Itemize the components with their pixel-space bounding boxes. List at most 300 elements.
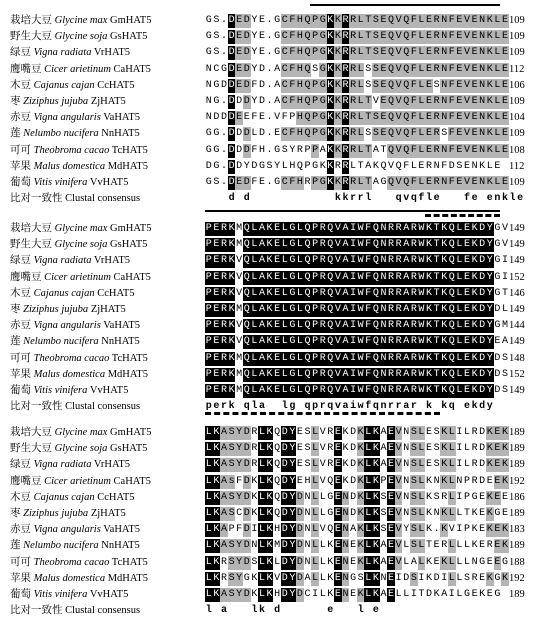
species-latin-name: Malus domestica — [33, 160, 106, 172]
residue: T — [433, 385, 440, 396]
residue: L — [494, 47, 501, 59]
species-latin-name: Vigna angularis — [33, 320, 101, 332]
residue: E — [463, 385, 470, 396]
residue: Q — [327, 239, 334, 251]
species-latin-name: Vigna angularis — [33, 112, 101, 124]
residue: D — [296, 572, 303, 584]
residue: K — [357, 459, 364, 471]
species-latin-name: Cajanus cajan — [33, 491, 95, 503]
residue: V — [395, 508, 402, 519]
residue: Q — [304, 385, 311, 396]
residue: E — [501, 47, 508, 59]
residue: E — [456, 47, 463, 59]
consensus-row — [0, 192, 540, 206]
residue: F — [365, 385, 372, 396]
residue: Y — [486, 255, 493, 267]
residue: Y — [486, 352, 493, 364]
residue: D — [479, 352, 486, 364]
residue: E — [463, 304, 470, 315]
residue: R — [433, 15, 440, 26]
residue: E — [426, 443, 433, 455]
residue: D — [220, 79, 227, 91]
residue: E — [471, 177, 478, 188]
residue: K — [228, 255, 235, 267]
species-latin-name: Ziziphus jujuba — [23, 508, 89, 519]
gene-code: CcHAT5 — [97, 287, 135, 299]
consensus-residue: d — [274, 605, 281, 617]
residue: K — [372, 427, 379, 438]
residue: E — [471, 63, 478, 75]
alignment-row — [0, 95, 540, 109]
species-label — [10, 588, 128, 602]
residue: C — [281, 63, 288, 75]
residue: N — [441, 177, 448, 188]
residue: D — [281, 508, 288, 519]
residue: D — [296, 491, 303, 503]
residue: E — [213, 287, 220, 299]
residue: K — [334, 112, 341, 124]
species-latin-name: Theobroma cacao — [33, 352, 110, 364]
residue: Q — [327, 223, 334, 234]
residue: R — [251, 427, 258, 438]
residue: V — [319, 475, 326, 487]
residue: W — [418, 320, 425, 332]
residue: K — [266, 368, 273, 380]
residue: P — [312, 320, 319, 332]
species-chinese-name: 赤豆 — [10, 524, 31, 536]
residue: E — [350, 556, 357, 568]
residue: W — [357, 320, 364, 332]
residue: E — [334, 572, 341, 584]
residue: G — [494, 572, 501, 584]
residue: K — [426, 508, 433, 519]
residue: E — [463, 255, 470, 267]
residue: D — [243, 31, 250, 43]
residue: D — [228, 128, 235, 140]
residue: V — [395, 427, 402, 438]
residue: N — [441, 63, 448, 75]
residue-position: 189 — [509, 459, 525, 471]
residue: D — [243, 540, 250, 552]
residue: K — [228, 320, 235, 332]
residue: K — [441, 352, 448, 364]
residue: F — [289, 96, 296, 107]
residue: Y — [289, 443, 296, 455]
residue: K — [251, 491, 258, 503]
residue: G — [205, 177, 212, 188]
residue: R — [486, 540, 493, 552]
residue: K — [426, 287, 433, 299]
species-label — [10, 176, 128, 190]
residue: E — [471, 112, 478, 124]
residue: A — [380, 540, 387, 552]
residue: D — [281, 556, 288, 568]
residue: L — [410, 160, 417, 172]
residue: R — [350, 128, 357, 140]
alignment-row — [0, 426, 540, 440]
species-latin-name: Cajanus cajan — [33, 79, 95, 91]
residue: V — [395, 540, 402, 552]
residue: R — [220, 287, 227, 299]
residue: Y — [289, 508, 296, 519]
residue: D — [479, 271, 486, 283]
residue: D — [281, 589, 288, 600]
residue: D — [479, 255, 486, 267]
residue: S — [213, 31, 220, 43]
residue: Q — [403, 63, 410, 75]
consensus-residue: k — [426, 401, 433, 413]
residue: A — [258, 352, 265, 364]
residue: C — [213, 63, 220, 75]
residue: A — [258, 368, 265, 380]
consensus-label-cn: 比对一致性 — [10, 605, 63, 617]
residue: W — [357, 336, 364, 348]
residue: E — [463, 352, 470, 364]
residue-position: 192 — [509, 475, 525, 487]
residue: P — [312, 352, 319, 364]
residue: L — [448, 491, 455, 503]
residue: I — [251, 524, 258, 536]
residue: V — [334, 255, 341, 267]
residue-position: 148 — [509, 352, 525, 364]
sequence — [205, 335, 508, 349]
consensus-residue — [289, 604, 297, 618]
residue: Q — [243, 320, 250, 332]
residue: R — [433, 47, 440, 59]
residue: L — [281, 255, 288, 267]
residue: I — [441, 572, 448, 584]
residue: M — [236, 368, 243, 380]
residue: S — [365, 128, 372, 140]
residue: L — [312, 524, 319, 536]
residue: L — [258, 508, 265, 519]
residue: D — [479, 287, 486, 299]
residue: Q — [372, 368, 379, 380]
residue: R — [220, 368, 227, 380]
residue: L — [365, 459, 372, 471]
residue: . — [266, 112, 273, 124]
species-latin-name: Cajanus cajan — [33, 287, 95, 299]
residue: V — [274, 112, 281, 124]
residue: F — [251, 177, 258, 188]
species-label — [10, 127, 140, 141]
residue: L — [281, 223, 288, 234]
residue: L — [296, 255, 303, 267]
residue: L — [418, 443, 425, 455]
consensus-residue: e — [433, 193, 440, 205]
residue: D — [243, 128, 250, 140]
consensus-residue: k — [334, 193, 341, 205]
residue: R — [220, 255, 227, 267]
residue: K — [327, 15, 334, 26]
residue: V — [501, 223, 508, 234]
domain-solid-line — [310, 4, 500, 6]
residue: G — [289, 239, 296, 251]
residue: D — [243, 427, 250, 438]
residue: R — [395, 385, 402, 396]
residue: G — [319, 31, 326, 43]
residue: K — [471, 304, 478, 315]
residue: K — [372, 160, 379, 172]
residue: L — [357, 31, 364, 43]
consensus-residue: d — [243, 193, 250, 205]
consensus-residue: w — [357, 401, 364, 413]
residue: E — [494, 556, 501, 568]
residue: Q — [327, 304, 334, 315]
residue: D — [228, 79, 235, 91]
residue: N — [380, 304, 387, 315]
residue: A — [220, 540, 227, 552]
residue: K — [334, 96, 341, 107]
residue: L — [251, 239, 258, 251]
residue: D — [258, 128, 265, 140]
residue: L — [463, 556, 470, 568]
consensus-residue: g — [289, 401, 296, 413]
residue: A — [258, 320, 265, 332]
residue: A — [342, 271, 349, 283]
alignment-row — [0, 335, 540, 349]
residue: L — [281, 239, 288, 251]
residue: G — [494, 589, 501, 600]
residue: L — [319, 508, 326, 519]
residue: D — [243, 96, 250, 107]
residue: E — [456, 15, 463, 26]
alignment-row — [0, 79, 540, 93]
alignment-row — [0, 588, 540, 602]
residue: N — [304, 556, 311, 568]
residue: Y — [236, 572, 243, 584]
residue: G — [501, 556, 508, 568]
species-label — [10, 30, 147, 44]
residue: G — [319, 96, 326, 107]
residue: Q — [327, 255, 334, 267]
residue: F — [289, 128, 296, 140]
sequence — [205, 160, 501, 174]
consensus-residue: p — [205, 401, 212, 413]
residue: D — [205, 160, 212, 172]
residue: D — [258, 79, 265, 91]
gene-code: TcHAT5 — [111, 352, 148, 364]
residue: Q — [403, 144, 410, 156]
residue: I — [312, 589, 319, 600]
residue: F — [289, 47, 296, 59]
consensus-residue — [311, 604, 319, 618]
residue: F — [365, 320, 372, 332]
residue: L — [486, 160, 493, 172]
residue: E — [388, 572, 395, 584]
residue: K — [251, 572, 258, 584]
residue: D — [228, 112, 235, 124]
species-label — [10, 475, 151, 489]
sequence — [205, 271, 508, 285]
consensus-residue — [296, 604, 304, 618]
residue: E — [334, 491, 341, 503]
residue: V — [334, 352, 341, 364]
residue: E — [501, 491, 508, 503]
residue: D — [448, 160, 455, 172]
gene-code: MdHAT5 — [107, 368, 148, 380]
residue: S — [380, 491, 387, 503]
residue: A — [220, 475, 227, 487]
residue: Q — [388, 79, 395, 91]
residue: A — [220, 491, 227, 503]
residue: Y — [251, 96, 258, 107]
residue: E — [236, 79, 243, 91]
residue: Y — [251, 31, 258, 43]
residue-position: 149 — [509, 336, 525, 348]
residue: K — [433, 589, 440, 600]
residue: E — [243, 112, 250, 124]
consensus-residue: l — [251, 605, 258, 617]
species-latin-name: Cicer arietinum — [44, 271, 111, 283]
residue: K — [266, 589, 273, 600]
residue: V — [395, 128, 402, 140]
residue: Q — [274, 459, 281, 471]
consensus-residue — [213, 192, 221, 206]
species-latin-name: Vigna radiata — [33, 47, 92, 59]
residue: Q — [403, 47, 410, 59]
residue: A — [403, 255, 410, 267]
residue: K — [441, 287, 448, 299]
residue: N — [342, 491, 349, 503]
residue: W — [418, 385, 425, 396]
residue: Q — [304, 112, 311, 124]
consensus-residue — [235, 192, 243, 206]
residue: Q — [327, 524, 334, 536]
residue: V — [395, 96, 402, 107]
residue: P — [228, 524, 235, 536]
residue: T — [433, 271, 440, 283]
residue: K — [266, 443, 273, 455]
residue: N — [304, 508, 311, 519]
residue: D — [403, 572, 410, 584]
species-chinese-name: 野生大豆 — [10, 239, 52, 251]
residue: R — [350, 47, 357, 59]
residue: Y — [251, 63, 258, 75]
residue: N — [479, 63, 486, 75]
species-chinese-name: 莲 — [10, 540, 21, 552]
residue: R — [319, 287, 326, 299]
alignment-row — [0, 507, 540, 521]
residue: K — [266, 524, 273, 536]
residue: R — [388, 304, 395, 315]
residue: K — [441, 223, 448, 234]
residue: S — [304, 443, 311, 455]
alignment-row — [0, 556, 540, 570]
residue: F — [365, 239, 372, 251]
residue: F — [236, 475, 243, 487]
residue: Q — [304, 368, 311, 380]
consensus-residue: r — [220, 401, 227, 413]
residue: N — [380, 271, 387, 283]
residue: E — [494, 524, 501, 536]
residue: E — [433, 556, 440, 568]
residue: D — [494, 352, 501, 364]
residue: . — [266, 63, 273, 75]
residue: K — [471, 540, 478, 552]
residue: R — [220, 572, 227, 584]
residue: L — [418, 15, 425, 26]
residue: K — [357, 475, 364, 487]
residue: G — [274, 15, 281, 26]
residue: W — [418, 304, 425, 315]
residue: T — [365, 112, 372, 124]
residue: K — [342, 475, 349, 487]
residue: E — [258, 47, 265, 59]
gene-code: NnHAT5 — [101, 540, 140, 552]
residue: E — [456, 144, 463, 156]
residue: K — [357, 427, 364, 438]
species-chinese-name: 绿豆 — [10, 459, 31, 471]
residue: L — [418, 475, 425, 487]
residue: H — [304, 475, 311, 487]
residue: R — [342, 63, 349, 75]
residue: Y — [289, 459, 296, 471]
residue: L — [281, 160, 288, 172]
consensus-residue: i — [350, 401, 357, 413]
residue: L — [365, 508, 372, 519]
alignment-row — [0, 303, 540, 317]
residue: Q — [388, 177, 395, 188]
gene-code: VaHAT5 — [103, 524, 140, 536]
residue: A — [403, 239, 410, 251]
residue: L — [456, 255, 463, 267]
residue: L — [296, 271, 303, 283]
consensus-residue: q — [448, 401, 455, 413]
residue: P — [312, 177, 319, 188]
residue: I — [350, 223, 357, 234]
residue: R — [342, 79, 349, 91]
residue: R — [388, 368, 395, 380]
residue: A — [365, 160, 372, 172]
residue: L — [251, 223, 258, 234]
residue: E — [456, 112, 463, 124]
residue: K — [357, 508, 364, 519]
residue: L — [251, 287, 258, 299]
residue: R — [426, 160, 433, 172]
residue: W — [357, 271, 364, 283]
residue: E — [479, 572, 486, 584]
residue: F — [410, 96, 417, 107]
residue: D — [213, 112, 220, 124]
species-latin-name: Glycine max — [54, 15, 108, 26]
residue: S — [410, 459, 417, 471]
residue: Y — [236, 459, 243, 471]
residue: Q — [304, 239, 311, 251]
residue: L — [258, 491, 265, 503]
residue: P — [463, 491, 470, 503]
residue: K — [228, 304, 235, 315]
species-chinese-name: 莲 — [10, 336, 21, 348]
residue: V — [319, 524, 326, 536]
residue: G — [494, 320, 501, 332]
residue: K — [228, 287, 235, 299]
species-chinese-name: 绿豆 — [10, 47, 31, 59]
residue: S — [433, 427, 440, 438]
residue: D — [243, 63, 250, 75]
residue-position: 183 — [509, 524, 525, 536]
residue: E — [463, 320, 470, 332]
residue: V — [274, 572, 281, 584]
residue: Q — [274, 508, 281, 519]
residue: K — [426, 336, 433, 348]
residue: R — [433, 177, 440, 188]
species-latin-name: Nelumbo nucifera — [23, 128, 99, 140]
residue: T — [501, 287, 508, 299]
residue: L — [463, 443, 470, 455]
species-chinese-name: 鹰嘴豆 — [10, 271, 42, 283]
residue: P — [312, 287, 319, 299]
